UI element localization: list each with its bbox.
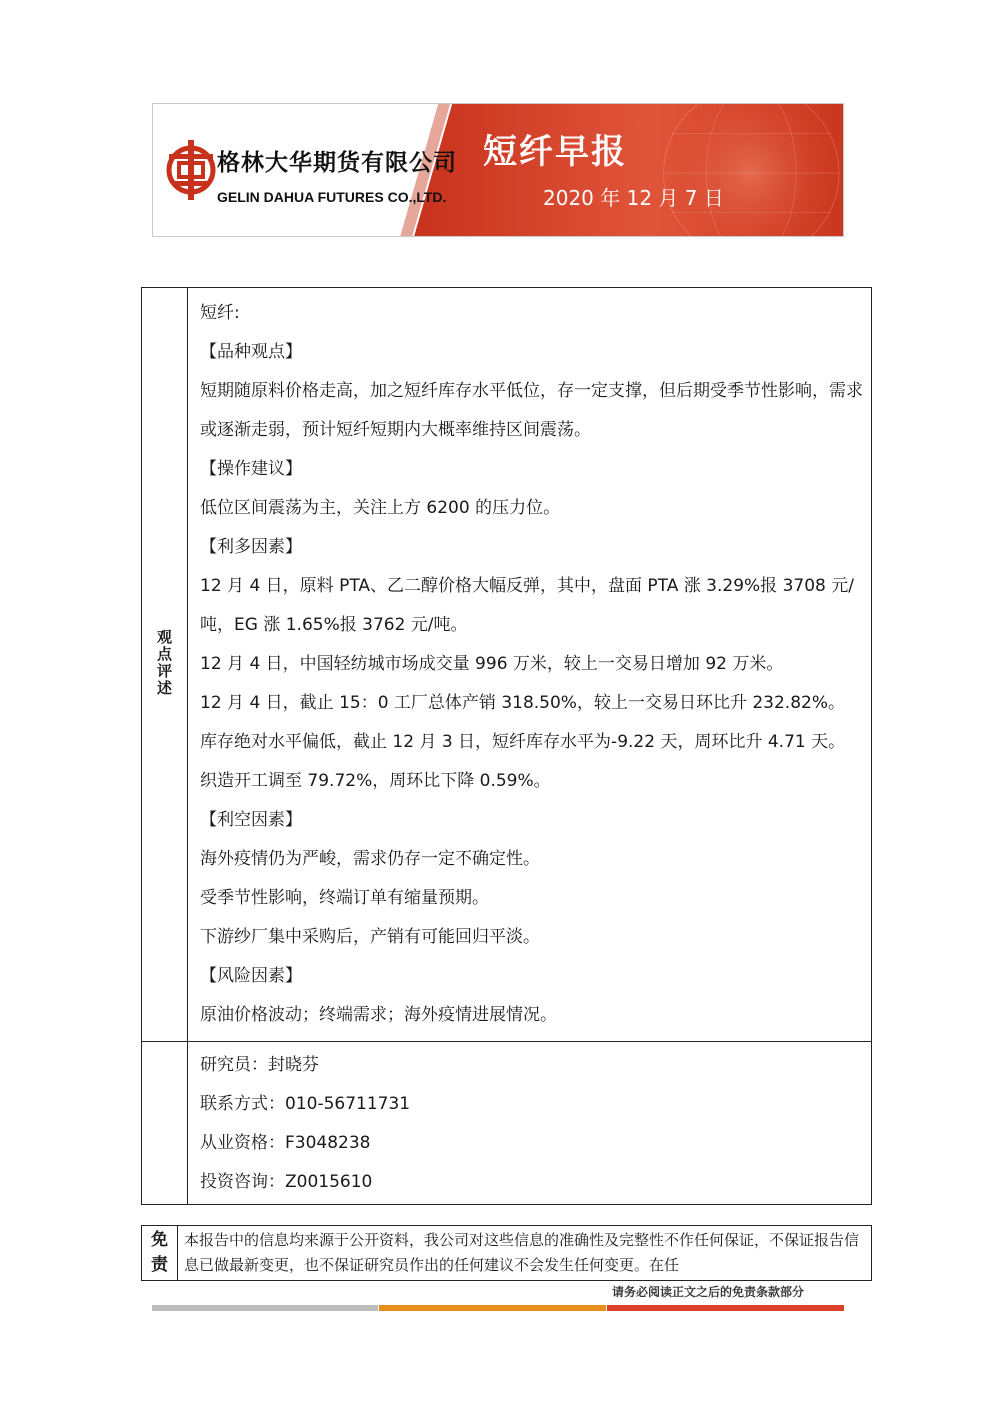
- content-line: 12 月 4 日，截止 15：0 工厂总体产销 318.50%，较上一交易日环比升 232.82%。: [200, 693, 845, 713]
- footer-bar-orange: [379, 1305, 606, 1311]
- content-line: 海外疫情仍为严峻，需求仍存一定不确定性。: [200, 849, 540, 869]
- content-line: 12 月 4 日，原料 PTA、乙二醇价格大幅反弹，其中，盘面 PTA 涨 3.29%报 3708 元/吨，EG 涨 1.65%报 3762 元/吨。: [200, 576, 854, 635]
- contact-row: [142, 1042, 872, 1205]
- researcher: 研究员：封晓芬: [200, 1055, 319, 1075]
- report-date: 2020 年 12 月 7 日: [543, 186, 724, 210]
- disclaimer-table: [141, 1225, 872, 1281]
- disclaimer-label: 免责: [142, 1226, 178, 1281]
- section-label-cell: [142, 288, 188, 1042]
- commentary-row: [142, 288, 872, 1042]
- content-line: 织造开工调至 79.72%，周环比下降 0.59%。: [200, 771, 551, 791]
- content-heading-bullish: 【利多因素】: [200, 537, 302, 557]
- report-title: 短纤早报: [483, 132, 627, 172]
- investment-advisory: 投资咨询：Z0015610: [200, 1172, 373, 1192]
- footer-note: 请务必阅读正文之后的免责条款部分: [612, 1285, 805, 1299]
- content-line: 原油价格波动；终端需求；海外疫情进展情况。: [200, 1005, 557, 1025]
- qualification: 从业资格：F3048238: [200, 1133, 371, 1153]
- content-line: 低位区间震荡为主，关注上方 6200 的压力位。: [200, 498, 561, 518]
- commentary-table: [141, 287, 872, 1205]
- footer-bar-gray: [152, 1305, 378, 1311]
- content-heading-advice: 【操作建议】: [200, 459, 302, 479]
- contact-content: [188, 1042, 872, 1205]
- content-line: 短期随原料价格走高，加之短纤库存水平低位，存一定支撑，但后期受季节性影响，需求或逐渐走弱，预计短纤短期内大概率维持区间震荡。: [200, 381, 863, 440]
- commentary-content: [188, 288, 872, 1042]
- disclaimer-text: 本报告中的信息均来源于公开资料，我公司对这些信息的准确性及完整性不作任何保证，不保证报告信息已做最新变更，也不保证研究员作出的任何建议不会发生任何变更。在任: [178, 1226, 872, 1281]
- content-line: 受季节性影响，终端订单有缩量预期。: [200, 888, 489, 908]
- company-name-en: GELIN DAHUA FUTURES CO.,LTD.: [217, 189, 447, 205]
- content-heading-bearish: 【利空因素】: [200, 810, 302, 830]
- content-heading-risk: 【风险因素】: [200, 966, 302, 986]
- gelin-logo-icon: [165, 134, 221, 206]
- report-banner: [152, 103, 844, 237]
- content-line: 短纤:: [200, 303, 240, 323]
- content-line: 库存绝对水平偏低，截止 12 月 3 日，短纤库存水平为-9.22 天，周环比升 4.71 天。: [200, 732, 846, 752]
- footer-bar-red: [607, 1305, 844, 1311]
- contact-label-cell: [142, 1042, 188, 1205]
- content-line: 12 月 4 日，中国轻纺城市场成交量 996 万米，较上一交易日增加 92 万米。: [200, 654, 784, 674]
- section-label: 观点评述: [155, 628, 173, 697]
- contact-phone: 联系方式：010-56711731: [200, 1094, 411, 1114]
- content-line: 下游纱厂集中采购后，产销有可能回归平淡。: [200, 927, 540, 947]
- company-name-cn: 格林大华期货有限公司: [217, 150, 457, 176]
- content-heading-viewpoint: 【品种观点】: [200, 342, 302, 362]
